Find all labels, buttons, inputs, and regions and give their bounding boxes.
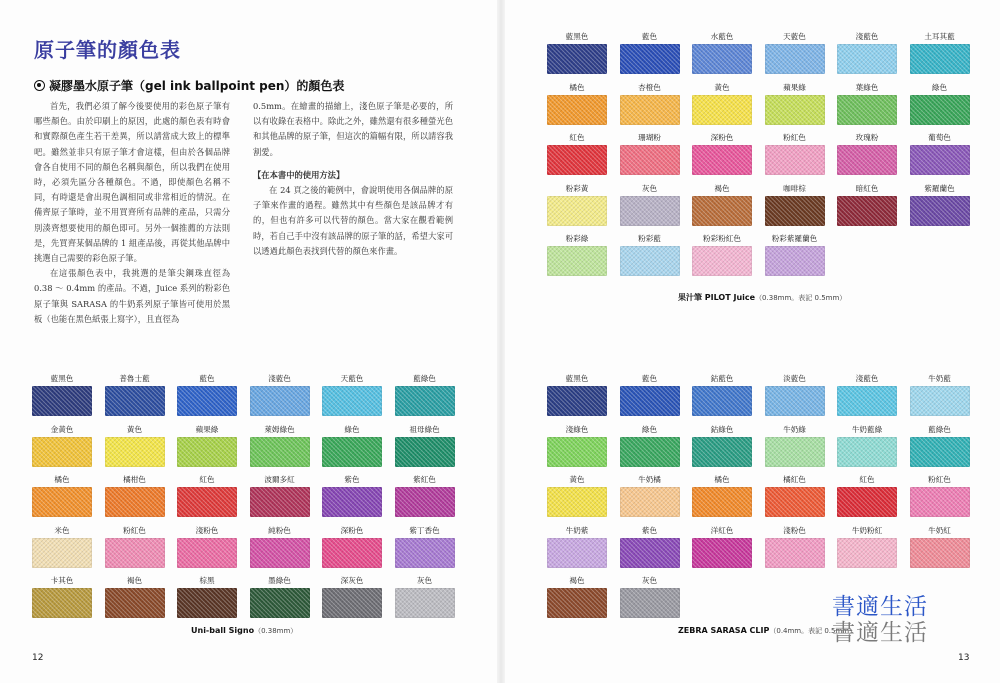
swatch-fill <box>837 95 897 125</box>
color-swatch-cell <box>620 424 680 467</box>
swatch-label: 墨綠色 <box>268 576 291 585</box>
swatch-fill <box>837 437 897 467</box>
swatch-fill <box>250 487 310 517</box>
paragraph: 0.5mm。在繪畫的描繪上，淺色原子筆是必要的，所以有收錄在表格中。除此之外，雖然還有很多種螢光色和其他品牌的原子筆，但這次的篇幅有限，所以請容我割愛。 <box>253 101 453 157</box>
color-swatch-cell <box>105 424 165 467</box>
swatch-fill <box>177 588 237 618</box>
swatch-label: 紅色 <box>569 133 585 142</box>
color-swatch-cell <box>105 575 165 618</box>
color-swatch-cell <box>250 424 310 467</box>
color-swatch-cell <box>837 373 897 416</box>
color-swatch-cell <box>395 575 455 618</box>
swatch-fill <box>250 386 310 416</box>
paragraph: 在這張顏色表中，我挑選的是筆尖鋼珠直徑為 0.38 ～ 0.4mm 的產品。不過，Juice 系列的粉彩色原子筆與 SARASA 的牛奶系列原子筆皆可使用於黑板（也能在黑色紙張上寫字），且直徑為 <box>34 268 230 324</box>
swatch-fill <box>620 437 680 467</box>
swatch-label: 褐色 <box>714 183 730 193</box>
swatch-fill <box>105 386 165 416</box>
swatch-label: 灰色 <box>641 576 658 585</box>
swatch-fill <box>250 437 310 467</box>
swatch-fill <box>105 487 165 517</box>
caption-note: （0.38mm） <box>254 627 298 635</box>
swatch-fill <box>322 437 382 467</box>
color-swatch-cell <box>837 183 897 226</box>
swatch-label: 淡藍色 <box>783 374 806 383</box>
swatch-fill <box>32 538 92 568</box>
color-swatch-cell <box>620 474 680 517</box>
swatch-label: 牛奶藍綠 <box>851 424 883 434</box>
color-swatch-cell <box>547 31 607 74</box>
color-swatch-cell <box>250 575 310 618</box>
color-swatch-cell <box>692 183 752 226</box>
color-swatch-cell <box>910 183 970 226</box>
color-swatch-cell <box>322 373 382 416</box>
swatch-fill <box>177 386 237 416</box>
swatch-fill <box>837 145 897 175</box>
page-title: 原子筆的顏色表 <box>34 38 181 62</box>
swatch-fill <box>765 487 825 517</box>
color-swatch-cell <box>547 474 607 517</box>
swatch-fill <box>547 196 607 226</box>
color-swatch-cell <box>32 525 92 568</box>
color-swatch-cell <box>837 525 897 568</box>
swatch-label: 天藍色 <box>340 374 364 383</box>
color-swatch-cell <box>765 424 825 467</box>
color-swatch-cell <box>620 31 680 74</box>
color-swatch-cell <box>837 31 897 74</box>
swatch-label: 綠色 <box>344 424 360 434</box>
color-swatch-cell <box>837 82 897 125</box>
color-swatch-cell <box>322 575 382 618</box>
swatch-label: 淺藍色 <box>855 32 879 41</box>
color-swatch-cell <box>910 424 970 467</box>
color-swatch-cell <box>105 373 165 416</box>
swatch-label: 米色 <box>54 525 70 535</box>
swatch-label: 紫色 <box>344 475 360 484</box>
swatch-fill <box>910 196 970 226</box>
swatch-label: 粉彩綠 <box>565 234 589 243</box>
swatch-fill <box>620 538 680 568</box>
color-swatch-cell <box>547 82 607 125</box>
swatch-label: 粉彩紫羅蘭色 <box>771 234 818 243</box>
swatch-label: 紫色 <box>641 525 658 535</box>
color-swatch-cell <box>620 82 680 125</box>
swatch-label: 橘色 <box>569 82 585 92</box>
section-heading-text: 凝膠墨水原子筆（gel ink ballpoint pen）的顏色表 <box>49 79 345 93</box>
color-swatch-cell <box>177 575 237 618</box>
swatch-fill <box>692 44 752 74</box>
color-swatch-cell <box>837 132 897 175</box>
color-swatch-cell <box>765 474 825 517</box>
swatch-fill <box>692 95 752 125</box>
swatch-fill <box>547 437 607 467</box>
swatch-fill <box>322 487 382 517</box>
swatch-fill <box>547 588 607 618</box>
swatch-label: 粉紅色 <box>783 133 806 142</box>
swatch-label: 淺粉色 <box>195 525 219 535</box>
swatch-fill <box>105 538 165 568</box>
watermark <box>815 594 945 646</box>
swatch-fill <box>620 487 680 517</box>
swatch-label: 橘色 <box>54 475 70 484</box>
color-swatch-cell <box>395 474 455 517</box>
swatch-label: 土耳其藍 <box>924 32 955 41</box>
swatch-fill <box>910 386 970 416</box>
caption-brand: 果汁筆 PILOT Juice <box>678 293 756 302</box>
swatch-fill <box>547 386 607 416</box>
color-swatch-cell <box>910 373 970 416</box>
swatch-label: 褐色 <box>569 576 585 585</box>
swatch-label: 牛奶藍 <box>928 374 951 383</box>
caption-note: （0.38mm。表記 0.5mm） <box>755 294 847 302</box>
color-swatch-cell <box>765 82 825 125</box>
swatch-fill <box>547 145 607 175</box>
color-swatch-cell <box>692 233 752 276</box>
color-swatch-cell <box>620 233 680 276</box>
swatch-label: 橘紅色 <box>783 475 806 484</box>
swatch-label: 普魯士藍 <box>119 374 150 383</box>
color-swatch-cell <box>250 525 310 568</box>
swatch-label: 淺藍色 <box>855 374 879 383</box>
swatch-fill <box>765 386 825 416</box>
color-swatch-cell <box>547 183 607 226</box>
page-number-left: 12 <box>32 653 44 663</box>
swatch-fill <box>910 145 970 175</box>
swatch-label: 萊姆綠色 <box>264 424 295 434</box>
color-swatch-cell <box>692 525 752 568</box>
page-number-right: 13 <box>958 653 970 663</box>
color-swatch-cell <box>837 424 897 467</box>
swatch-fill <box>910 487 970 517</box>
swatch-fill <box>250 588 310 618</box>
color-swatch-cell <box>547 132 607 175</box>
color-swatch-cell <box>32 373 92 416</box>
swatch-label: 粉彩粉紅色 <box>703 234 741 243</box>
color-swatch-cell <box>765 373 825 416</box>
swatch-fill <box>910 437 970 467</box>
page-gutter <box>497 0 505 683</box>
swatch-fill <box>620 95 680 125</box>
swatch-label: 藍黑色 <box>565 32 589 41</box>
swatch-label: 淺粉色 <box>783 525 806 535</box>
color-swatch-cell <box>177 525 237 568</box>
color-swatch-cell <box>692 424 752 467</box>
swatch-label: 深灰色 <box>340 576 364 585</box>
swatch-label: 天藍色 <box>783 32 806 41</box>
color-swatch-cell <box>765 525 825 568</box>
caption-brand: Uni-ball Signo <box>191 626 255 635</box>
caption-brand: ZEBRA SARASA CLIP <box>678 626 770 635</box>
swatch-fill <box>692 196 752 226</box>
paragraph: 在 24 頁之後的範例中，會說明使用各個品牌的原子筆來作畫的過程。雖然其中有些顏色是該品牌才有的，但也有許多可以代替的顏色。當大家在觀看範例時，若自己手中沒有該品牌的原子筆的話，希望大家可以透過此顏色表找到代替的顏色來作畫。 <box>253 185 453 256</box>
caption-note: （0.4mm。表記 0.5mm） <box>769 627 857 635</box>
swatch-label: 葡萄色 <box>928 133 951 142</box>
swatch-label: 洋紅色 <box>710 525 734 535</box>
color-swatch-cell <box>692 31 752 74</box>
swatch-fill <box>620 145 680 175</box>
swatch-fill <box>910 95 970 125</box>
swatch-fill <box>692 437 752 467</box>
swatch-label: 牛奶紅 <box>928 525 951 535</box>
swatch-label: 藍色 <box>199 374 215 383</box>
swatch-fill <box>837 44 897 74</box>
swatch-fill <box>692 487 752 517</box>
swatch-label: 黃色 <box>714 82 730 92</box>
body-column-1 <box>34 99 230 327</box>
swatch-fill <box>837 386 897 416</box>
watermark-text: 書適生活 <box>832 594 928 620</box>
swatch-label: 紅色 <box>199 475 215 484</box>
swatch-fill <box>547 44 607 74</box>
swatch-fill <box>395 538 455 568</box>
swatch-fill <box>620 588 680 618</box>
color-swatch-cell <box>765 31 825 74</box>
swatch-label: 牛奶橘 <box>638 475 661 484</box>
swatch-label: 黃色 <box>126 424 143 434</box>
watermark-text-shadow: 書適生活 <box>832 620 928 646</box>
color-swatch-cell <box>765 233 825 276</box>
bullet-icon <box>34 80 45 91</box>
color-swatch-cell <box>692 474 752 517</box>
swatch-fill <box>765 196 825 226</box>
swatch-label: 藍色 <box>641 32 658 41</box>
color-swatch-cell <box>105 525 165 568</box>
color-swatch-cell <box>620 132 680 175</box>
color-swatch-cell <box>250 373 310 416</box>
swatch-fill <box>620 196 680 226</box>
swatch-label: 純粉色 <box>268 525 291 535</box>
swatch-label: 粉彩黃 <box>565 183 589 193</box>
color-swatch-cell <box>620 373 680 416</box>
swatch-label: 牛奶粉紅 <box>851 525 883 535</box>
color-swatch-cell <box>547 373 607 416</box>
color-swatch-cell <box>177 424 237 467</box>
color-swatch-cell <box>692 373 752 416</box>
swatch-fill <box>620 386 680 416</box>
swatch-label: 灰色 <box>416 576 433 585</box>
swatch-fill <box>177 487 237 517</box>
color-swatch-cell <box>547 575 607 618</box>
swatch-fill <box>547 538 607 568</box>
swatch-fill <box>395 437 455 467</box>
swatch-label: 綠色 <box>931 82 948 92</box>
swatch-fill <box>765 437 825 467</box>
color-swatch-cell <box>250 474 310 517</box>
swatch-fill <box>837 487 897 517</box>
color-swatch-cell <box>547 233 607 276</box>
swatch-label: 卡其色 <box>50 576 74 585</box>
swatch-fill <box>250 538 310 568</box>
paragraph: 首先，我們必須了解今後要使用的彩色原子筆有哪些顏色。由於印刷上的原因，此處的顏色表有時會和實際顏色產生若干差異，所以請當成大致上的標準吧。雖然並非只有原子筆才會這樣，但由於各個品牌會各自使用不同的顏色名稱與顏色，所以我們在使用時，必須先區分各種顏色。不過，即使顏色名稱不同，有時還是會出現色調相同或非常相近的情況。在備齊原子筆時，並不用買齊所有品牌的產品，只需分別湊齊想要使用的顏色即可。另外一個推薦的方法則是，先買齊某個品牌的 1 組產品後，再從其他品牌中挑選自己需要的彩色原子筆。 <box>34 101 230 264</box>
swatch-fill <box>692 386 752 416</box>
swatch-label: 褐色 <box>126 576 143 585</box>
swatch-label: 牛奶綠 <box>783 424 806 434</box>
color-swatch-cell <box>547 525 607 568</box>
color-swatch-cell <box>32 575 92 618</box>
color-swatch-cell <box>395 373 455 416</box>
color-swatch-cell <box>322 474 382 517</box>
subheading: 【在本書中的使用方法】 <box>253 169 345 180</box>
swatch-fill <box>322 588 382 618</box>
swatch-label: 紫紅色 <box>413 475 436 484</box>
swatch-fill <box>692 145 752 175</box>
body-column-2 <box>253 99 453 259</box>
color-swatch-cell <box>322 525 382 568</box>
color-swatch-cell <box>910 31 970 74</box>
swatch-label: 咖啡棕 <box>783 183 806 193</box>
swatch-label: 綠色 <box>641 424 658 434</box>
color-swatch-cell <box>32 474 92 517</box>
swatch-label: 藍黑色 <box>50 374 74 383</box>
color-swatch-cell <box>547 424 607 467</box>
swatch-fill <box>765 538 825 568</box>
color-swatch-cell <box>692 82 752 125</box>
swatch-label: 藍綠色 <box>413 374 436 383</box>
swatch-fill <box>765 246 825 276</box>
swatch-label: 粉彩藍 <box>638 234 661 243</box>
swatch-fill <box>395 588 455 618</box>
swatch-label: 紅色 <box>859 475 875 484</box>
swatch-fill <box>620 44 680 74</box>
swatch-fill <box>692 246 752 276</box>
color-swatch-cell <box>395 525 455 568</box>
swatch-fill <box>177 437 237 467</box>
swatch-label: 杏橙色 <box>638 82 661 92</box>
color-swatch-cell <box>177 373 237 416</box>
swatch-label: 藍色 <box>641 374 658 383</box>
swatch-label: 波爾多紅 <box>264 475 295 484</box>
swatch-fill <box>105 588 165 618</box>
swatch-label: 粉紅色 <box>928 475 951 484</box>
color-swatch-cell <box>620 575 680 618</box>
swatch-label: 暗紅色 <box>855 183 879 193</box>
swatch-label: 蘋果綠 <box>783 82 806 92</box>
color-swatch-cell <box>105 474 165 517</box>
swatch-fill <box>765 44 825 74</box>
swatch-label: 棕黑 <box>199 576 215 585</box>
swatch-label: 淺藍色 <box>268 374 291 383</box>
color-swatch-cell <box>910 525 970 568</box>
caption-uniball <box>191 626 297 636</box>
swatch-label: 牛奶紫 <box>565 525 589 535</box>
swatch-label: 灰色 <box>641 183 658 193</box>
swatch-label: 淺綠色 <box>565 424 589 434</box>
swatch-label: 藍黑色 <box>565 374 589 383</box>
swatch-fill <box>395 386 455 416</box>
color-swatch-cell <box>620 183 680 226</box>
swatch-label: 深粉色 <box>340 525 364 535</box>
swatch-fill <box>32 437 92 467</box>
swatch-label: 玫瑰粉 <box>855 133 879 142</box>
color-swatch-cell <box>910 474 970 517</box>
caption-pilot <box>678 292 846 303</box>
swatch-label: 橘柑色 <box>123 475 146 484</box>
color-swatch-cell <box>322 424 382 467</box>
swatch-fill <box>837 538 897 568</box>
color-swatch-cell <box>177 474 237 517</box>
swatch-fill <box>32 386 92 416</box>
section-heading <box>34 77 344 94</box>
swatch-label: 葉綠色 <box>855 82 879 92</box>
swatch-label: 粉紅色 <box>123 525 146 535</box>
swatch-label: 紫丁香色 <box>409 525 440 535</box>
swatch-label: 金黃色 <box>50 424 74 434</box>
swatch-fill <box>105 437 165 467</box>
swatch-fill <box>547 246 607 276</box>
swatch-fill <box>177 538 237 568</box>
color-swatch-cell <box>837 474 897 517</box>
swatch-label: 藍綠色 <box>928 424 951 434</box>
swatch-fill <box>837 196 897 226</box>
swatch-fill <box>32 588 92 618</box>
swatch-label: 黃色 <box>569 475 585 484</box>
swatch-fill <box>32 487 92 517</box>
swatch-label: 珊瑚粉 <box>638 133 661 142</box>
swatch-fill <box>547 487 607 517</box>
swatch-label: 鈷藍色 <box>710 374 734 383</box>
color-swatch-cell <box>910 132 970 175</box>
swatch-fill <box>910 538 970 568</box>
color-swatch-cell <box>692 132 752 175</box>
color-swatch-cell <box>395 424 455 467</box>
swatch-fill <box>910 44 970 74</box>
swatch-label: 橘色 <box>714 475 730 484</box>
swatch-fill <box>322 538 382 568</box>
swatch-label: 蘋果綠 <box>195 424 219 434</box>
swatch-label: 鈷綠色 <box>710 424 734 434</box>
swatch-fill <box>620 246 680 276</box>
swatch-label: 深粉色 <box>710 133 734 142</box>
color-swatch-cell <box>620 525 680 568</box>
color-swatch-cell <box>765 132 825 175</box>
swatch-fill <box>692 538 752 568</box>
swatch-fill <box>765 95 825 125</box>
swatch-fill <box>765 145 825 175</box>
swatch-fill <box>547 95 607 125</box>
swatch-fill <box>322 386 382 416</box>
color-swatch-cell <box>910 82 970 125</box>
color-swatch-cell <box>765 183 825 226</box>
swatch-fill <box>395 487 455 517</box>
swatch-label: 祖母綠色 <box>409 424 440 434</box>
swatch-label: 水藍色 <box>710 32 734 41</box>
swatch-label: 紫羅蘭色 <box>924 183 955 193</box>
color-swatch-cell <box>32 424 92 467</box>
